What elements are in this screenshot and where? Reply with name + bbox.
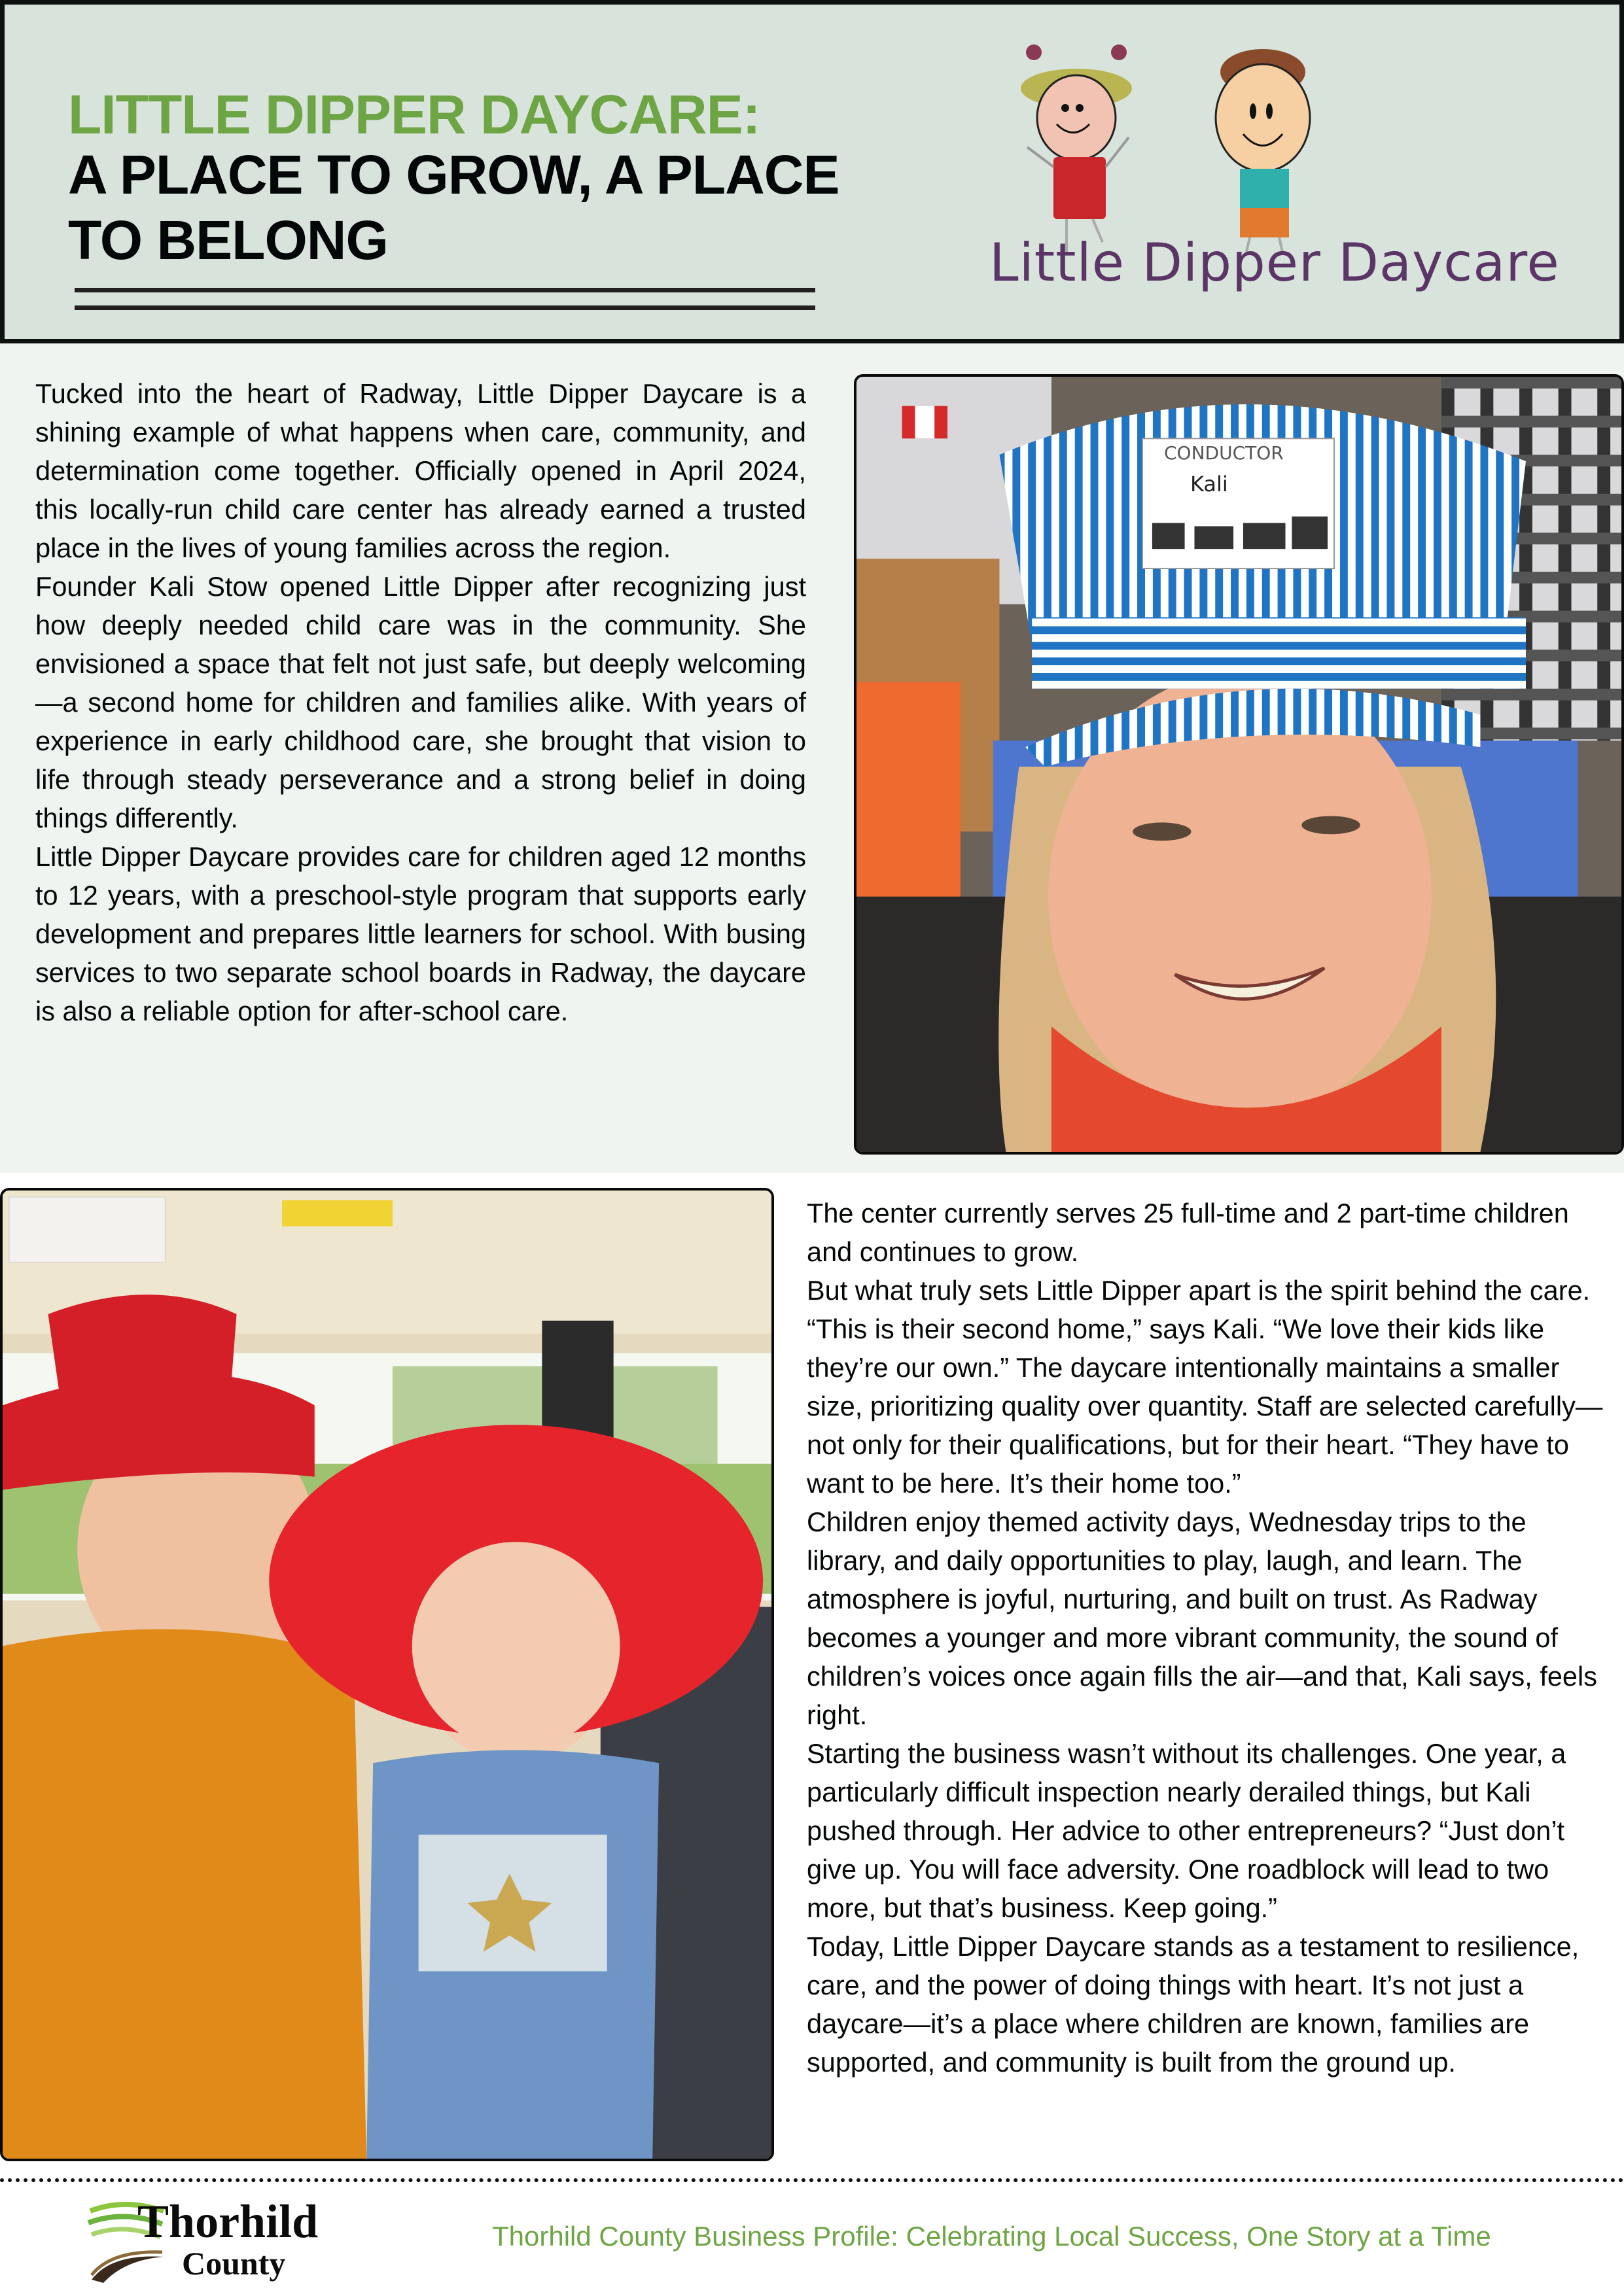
intro-text — [35, 374, 806, 1030]
boy-figure-icon — [1216, 49, 1310, 252]
girl-figure-icon — [1021, 44, 1132, 252]
intro-paragraph: Little Dipper Daycare provides care for children aged 12 months to 12 years, with a preschool-style program that supports early development and prepares little learners for school. With busing services to two separate school boards in Radway, the daycare is also a reliable option for after-school care. — [35, 841, 806, 1026]
daycare-logo-text: Little Dipper Daycare — [989, 232, 1560, 293]
founder-photo — [854, 374, 1624, 1155]
county-logo-name: Thorhild — [137, 2195, 319, 2248]
body-paragraph: Today, Little Dipper Daycare stands as a testament to resilience, care, and the power of doing things with heart. It’s not just a daycare—it’s a place where children are known, families are supported, and community is built from the ground up. — [807, 1931, 1580, 2078]
title-rule-top — [75, 288, 815, 292]
body-paragraph: Starting the business wasn’t without its challenges. One year, a particularly difficult inspection nearly derailed things, but Kali pushed through. Her advice to other entrepreneurs? “Just don’t give up. You will face adversity. One roadblock will lead to two more, but that’s business. Keep going.” — [807, 1738, 1566, 1923]
intro-paragraph: Tucked into the heart of Radway, Little Dipper Daycare is a shining example of what happens when care, community, and determination come together. Officially opened in April 2024, this locally-run child care center has already earned a trusted place in the lives of young families across the region. — [35, 378, 806, 563]
body-paragraph: Children enjoy themed activity days, Wednesday trips to the library, and daily opportunities to play, laugh, and learn. The atmosphere is joyful, nurturing, and built on trust. As Radway becomes a younger and more vibrant community, the sound of children’s voices once again fills the air—and that, Kali says, feels right. — [807, 1506, 1597, 1730]
hat-label-name: Kali — [1190, 472, 1228, 496]
intro-paragraph: Founder Kali Stow opened Little Dipper after recognizing just how deeply needed child care was in the community. She envisioned a space that felt not just safe, but deeply welcoming—a second home for children and families alike. With years of experience in early childhood care, she brought that vision to life through steady perseverance and a strong belief in doing things differently. — [35, 571, 806, 833]
county-logo-sub: County — [182, 2245, 286, 2282]
footer-tagline: Thorhild County Business Profile: Celebrating Local Success, One Story at a Time — [492, 2221, 1491, 2252]
children-photo — [0, 1188, 774, 2161]
body-paragraph: But what truly sets Little Dipper apart is the spirit behind the care. “This is their second home,” says Kali. “We love their kids like they’re our own.” The daycare intentionally maintains a smaller size, prioritizing quality over quantity. Staff are selected carefully—not only for their qualifications, but for their heart. “They have to want to be here. It’s their home too.” — [807, 1275, 1603, 1499]
title-line-2: A PLACE TO GROW, A PLACE TO BELONG — [68, 144, 839, 271]
body-text — [807, 1194, 1608, 2081]
hat-label-conductor: CONDUCTOR — [1164, 442, 1284, 464]
footer-divider — [0, 2178, 1624, 2182]
title-rule-bottom — [75, 305, 815, 310]
title-line-1: LITTLE DIPPER DAYCARE: — [68, 84, 760, 145]
body-paragraph: The center currently serves 25 full-time and 2 part-time children and continues to grow. — [807, 1198, 1569, 1267]
